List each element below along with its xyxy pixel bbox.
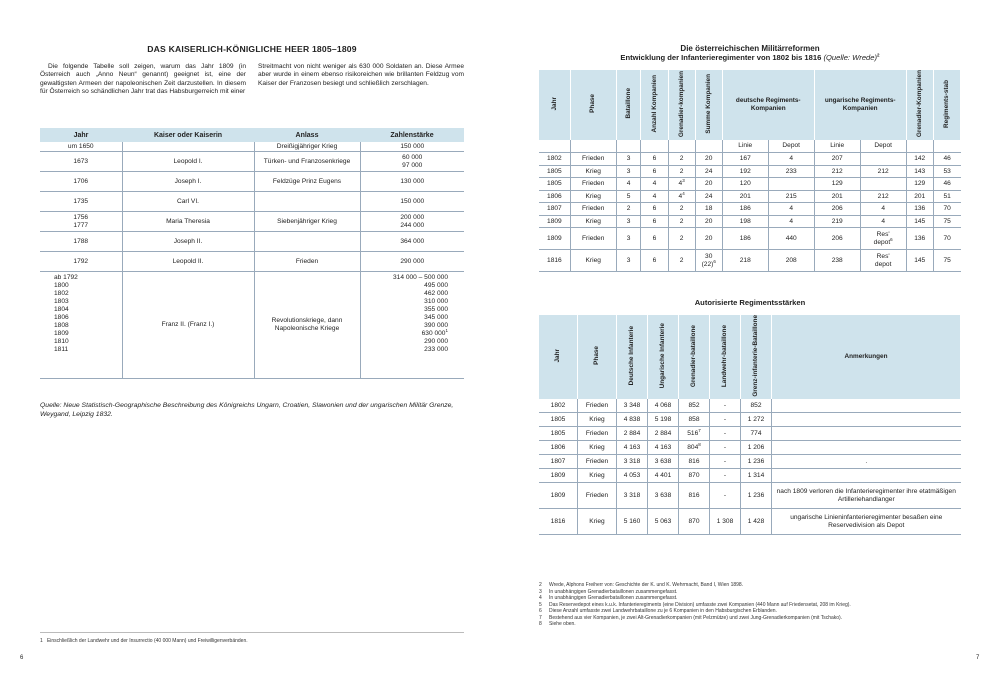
- cell: 1 308: [710, 509, 741, 535]
- right-subtitle-source: (Quelle: Wrede): [823, 53, 878, 62]
- cell: 129: [906, 178, 933, 191]
- footnote-text: In unabhängigen Grenadierbataillonen zusammengefasst.: [549, 595, 678, 601]
- cell: 4 838: [617, 413, 648, 427]
- cell: 201: [906, 190, 933, 203]
- cell: 136: [906, 228, 933, 250]
- cell: 3 638: [648, 455, 679, 469]
- cell: 3 638: [648, 483, 679, 509]
- cell: Frieden: [578, 399, 617, 413]
- cell: 4 401: [648, 469, 679, 483]
- cell: Frieden: [578, 427, 617, 441]
- table-row: [539, 153, 961, 166]
- table-row: [539, 228, 961, 250]
- cell: 4: [641, 190, 668, 203]
- authorized-strength-title: Autorisierte Regimentsstärken: [694, 298, 806, 307]
- source-note: Quelle: Neue Statistisch-Geographische Beschreibung des Königreichs Ungarn, Croatien, Slawonien und der ungarischen Militär Grenze, Weygand, Leipzig 1832.: [40, 402, 454, 418]
- table-row: [539, 483, 961, 509]
- table-row: [40, 212, 464, 232]
- cell: 1802: [539, 153, 570, 166]
- table-row: [539, 215, 961, 228]
- cell: 208: [768, 250, 814, 272]
- cell: Krieg: [578, 413, 617, 427]
- cell: 6: [641, 215, 668, 228]
- t1-header-phase: Phase: [589, 94, 597, 113]
- t1-header-jahr: Jahr: [550, 96, 558, 111]
- table-row: [40, 192, 464, 212]
- cell: 233: [768, 165, 814, 178]
- cell: 212: [860, 190, 906, 203]
- cell-anmerkung: ungarische Linieninfanterieregimenter besaßen eine Reservedivision als Depot: [772, 509, 961, 535]
- cell: Frieden: [570, 153, 616, 166]
- footnote-text: Siehe oben.: [549, 621, 576, 627]
- footnote-text: Diese Anzahl umfasste zwei Landwehrbataillone zu je 6 Kompanien in den Habsburgischen Erblanden.: [549, 608, 777, 614]
- cell-kaiser: [122, 142, 254, 152]
- cell: 218: [722, 250, 768, 272]
- table-row: [40, 272, 464, 379]
- cell: 145: [906, 250, 933, 272]
- t2-header-grenz: Grenz-infanterie-Bataillone: [752, 315, 760, 397]
- cell: 4 163: [617, 441, 648, 455]
- cell: 4: [860, 215, 906, 228]
- page-number-left: 6: [20, 655, 24, 661]
- footnote-text: Bestehend aus vier Kompanien, je zwei Alt-Grenadierkompanien (mit Pelzmütze) und zwei Jung-Grenadierkompanien (mit Tschako).: [549, 614, 843, 621]
- footnote-text: Das Reservedepot eines k.u.k. Infanterieregiments (eine Division) umfasste zwei Kompanien (440 Mann auf Friedensetat, 208 im Krieg).: [549, 601, 851, 608]
- cell: Krieg: [570, 165, 616, 178]
- footnote-number: 6: [539, 608, 542, 614]
- cell: 1 428: [741, 509, 772, 535]
- cell-anlass: Türken- und Franzosenkriege: [254, 152, 360, 172]
- cell: 870: [679, 509, 710, 535]
- cell: 816: [679, 455, 710, 469]
- cell: 206: [814, 203, 860, 216]
- cell: [768, 178, 814, 191]
- cell: 6: [641, 203, 668, 216]
- cell: 46: [933, 178, 960, 191]
- cell: Res' depot: [860, 250, 906, 272]
- t2-header-anmerkungen: Anmerkungen: [772, 315, 961, 399]
- cell: 1 206: [741, 441, 772, 455]
- t1-header-summe: Summe Kompanien: [704, 73, 712, 134]
- cell-jahr: ab 1792 1800 1802 1803 1804 1806 1808 1809 1810 1811: [40, 272, 122, 379]
- footnote-number: 2: [539, 582, 542, 588]
- cell: 1807: [539, 203, 570, 216]
- footnote-number: 1: [40, 638, 43, 644]
- authorized-strength-table: [539, 315, 961, 535]
- intro-column-2: [258, 63, 464, 88]
- cell: 3: [616, 250, 641, 272]
- table-row: [539, 399, 961, 413]
- cell: -: [710, 483, 741, 509]
- header-zahlenstaerke: Zahlenstärke: [360, 128, 464, 142]
- cell: 136: [906, 203, 933, 216]
- regiment-development-table: [539, 70, 961, 272]
- footnote-ref: 4: [682, 190, 685, 196]
- table-row: [539, 455, 961, 469]
- t2-header-jahr: Jahr: [554, 349, 562, 363]
- cell: 1809: [539, 228, 570, 250]
- cell: Krieg: [570, 190, 616, 203]
- table-row: [40, 252, 464, 272]
- cell: 201: [814, 190, 860, 203]
- table-row: [539, 413, 961, 427]
- cell: 2: [668, 165, 695, 178]
- cell: -: [710, 441, 741, 455]
- cell-jahr: 1735: [40, 192, 122, 212]
- intro-column-1: [40, 63, 246, 96]
- t1-header-stab: Regiments-stab: [943, 79, 951, 128]
- cell-kaiser: Maria Theresia: [122, 212, 254, 232]
- cell-anmerkung: [772, 441, 961, 455]
- cell-anlass: Frieden: [254, 252, 360, 272]
- footnote-number: 8: [539, 621, 542, 627]
- cell: 2: [668, 203, 695, 216]
- cell-zahl: 150 000: [360, 192, 464, 212]
- footnote-text: Wrede, Alphons Freiherr von: Geschichte der K. und K. Wehrmacht, Band I, Wien 1898.: [549, 582, 744, 588]
- cell: $4^3$: [668, 178, 695, 191]
- cell: 3: [616, 228, 641, 250]
- cell-kaiser: Carl VI.: [122, 192, 254, 212]
- cell: 1 236: [741, 455, 772, 469]
- t1-header-grenadier: Grenadier-kompanien: [677, 70, 685, 137]
- footnote-number: 4: [539, 595, 542, 601]
- cell: 20: [695, 228, 722, 250]
- cell-jahr: um 1650: [40, 142, 122, 152]
- cell: 4: [616, 178, 641, 191]
- footnotes-right: [539, 582, 961, 628]
- cell: 212: [814, 165, 860, 178]
- right-title-block: [539, 44, 961, 62]
- table-row: [539, 190, 961, 203]
- cell: 6: [641, 228, 668, 250]
- cell: 201: [722, 190, 768, 203]
- cell-zahl: 130 000: [360, 172, 464, 192]
- cell-kaiser: Joseph I.: [122, 172, 254, 192]
- table-row: [40, 152, 464, 172]
- cell: 4 163: [648, 441, 679, 455]
- cell: 852: [679, 399, 710, 413]
- cell: 5 160: [617, 509, 648, 535]
- footnote-ref: 7: [698, 427, 701, 433]
- t2-header-deutsche: Deutsche Infanterie: [628, 326, 636, 386]
- footnote-number: 5: [539, 601, 542, 608]
- right-subtitle-sup: 2: [877, 52, 880, 58]
- cell: 145: [906, 215, 933, 228]
- cell-anmerkung: [772, 399, 961, 413]
- footnote-text: Einschließlich der Landwehr und der Insurrectio (40 000 Mann) und Freiwilligenverbänden.: [46, 638, 248, 644]
- cell: 1806: [539, 190, 570, 203]
- cell: 215: [768, 190, 814, 203]
- cell-zahl: 60 000 97 000: [360, 152, 464, 172]
- cell: 198: [722, 215, 768, 228]
- cell: 5 063: [648, 509, 679, 535]
- cell: 53: [933, 165, 960, 178]
- cell-anlass: [254, 192, 360, 212]
- cell: 1807: [539, 455, 578, 469]
- footnote-ref: 3: [682, 177, 685, 183]
- header-jahr: Jahr: [40, 128, 122, 142]
- cell-anlass: Dreißigjähriger Krieg: [254, 142, 360, 152]
- army-strength-table: [40, 128, 464, 379]
- cell: Krieg: [570, 215, 616, 228]
- footnote-ref: 6: [890, 236, 893, 242]
- cell: 852: [741, 399, 772, 413]
- cell: Krieg: [578, 509, 617, 535]
- cell: 20: [695, 153, 722, 166]
- footnote-ref: 6: [713, 258, 716, 264]
- cell: $516^7$: [679, 427, 710, 441]
- intro-text-1: Die folgende Tabelle soll zeigen, warum das Jahr 1809 (in Österreich auch „Anno Neun“ genannt) geeignet ist, eine der gewaltigsten Armeen der napoleonischen Zeit darzustellen. In diesem für Österreich so schändlichen Jahr trat das Habsburgerreich mit einer: [40, 63, 246, 95]
- table-row: [539, 250, 961, 272]
- table-row: [40, 232, 464, 252]
- header-anlass: Anlass: [254, 128, 360, 142]
- cell-anmerkung: [772, 427, 961, 441]
- footnote-text: In unabhängigen Grenadierbataillonen zusammengefasst.: [549, 588, 678, 595]
- cell: 186: [722, 203, 768, 216]
- cell: 4 053: [617, 469, 648, 483]
- page-number-right: 7: [976, 655, 980, 661]
- cell: 20: [695, 178, 722, 191]
- cell: -: [710, 413, 741, 427]
- cell: Krieg: [578, 441, 617, 455]
- cell: Frieden: [578, 483, 617, 509]
- table-row: [539, 178, 961, 191]
- cell: 3: [616, 153, 641, 166]
- cell: 70: [933, 228, 960, 250]
- t1-sub-depot-de: Depot: [768, 140, 814, 153]
- cell-jahr: 1673: [40, 152, 122, 172]
- cell: 75: [933, 250, 960, 272]
- cell: [860, 178, 906, 191]
- cell: 70: [933, 203, 960, 216]
- footnote-ref: 1: [445, 327, 448, 333]
- cell-anlass: Feldzüge Prinz Eugens: [254, 172, 360, 192]
- cell: 3 318: [617, 455, 648, 469]
- cell-jahr: 1788: [40, 232, 122, 252]
- table-row: [539, 203, 961, 216]
- cell: 1805: [539, 413, 578, 427]
- cell: 816: [679, 483, 710, 509]
- t1-header-bataillone: Bataillone: [624, 88, 632, 119]
- cell: 1 272: [741, 413, 772, 427]
- cell: 1816: [539, 250, 570, 272]
- cell: 440: [768, 228, 814, 250]
- cell-kaiser: Leopold I.: [122, 152, 254, 172]
- table-row: [539, 509, 961, 535]
- cell: 238: [814, 250, 860, 272]
- cell: 5: [616, 190, 641, 203]
- cell-jahr: 1756 1777: [40, 212, 122, 232]
- t2-header-phase: Phase: [593, 346, 601, 366]
- t1-header-deutsche: deutsche Regiments-Kompanien: [722, 70, 814, 140]
- t2-header-landwehr: Landwehr-bataillone: [721, 324, 729, 387]
- footnote-ref: 8: [698, 441, 701, 447]
- footnote: [539, 621, 961, 628]
- cell: 206: [814, 228, 860, 250]
- cell: 2 884: [648, 427, 679, 441]
- cell: 1 314: [741, 469, 772, 483]
- cell: Krieg: [570, 250, 616, 272]
- cell: 774: [741, 427, 772, 441]
- cell: 6: [641, 250, 668, 272]
- cell: 4 068: [648, 399, 679, 413]
- cell: 207: [814, 153, 860, 166]
- cell: 18: [695, 203, 722, 216]
- cell: Frieden: [570, 203, 616, 216]
- cell-zahl: 150 000: [360, 142, 464, 152]
- table-row: [539, 469, 961, 483]
- t2-header-grenadier: Grenadier-bataillone: [690, 324, 698, 387]
- cell: 2: [668, 215, 695, 228]
- cell: 1802: [539, 399, 578, 413]
- cell: 5 198: [648, 413, 679, 427]
- cell-kaiser: Leopold II.: [122, 252, 254, 272]
- cell: -: [710, 427, 741, 441]
- cell: 870: [679, 469, 710, 483]
- cell: Frieden: [578, 455, 617, 469]
- right-subtitle: Entwicklung der Infanterieregimenter von 1802 bis 1816: [620, 53, 822, 62]
- cell-anmerkung: .: [772, 455, 961, 469]
- t1-sub-linie-de: Linie: [722, 140, 768, 153]
- table-row: [40, 142, 464, 152]
- cell-jahr: 1792: [40, 252, 122, 272]
- cell: 2 884: [617, 427, 648, 441]
- cell: 120: [722, 178, 768, 191]
- cell: 858: [679, 413, 710, 427]
- cell: 3 348: [617, 399, 648, 413]
- cell: 167: [722, 153, 768, 166]
- right-title: Die österreichischen Militärreformen: [680, 44, 820, 53]
- t1-header-ungarische: ungarische Regiments-Kompanien: [814, 70, 906, 140]
- cell: 4: [860, 203, 906, 216]
- cell: -: [710, 455, 741, 469]
- t1-header-anzahl: Anzahl Kompanien: [650, 74, 658, 133]
- cell: 4: [768, 203, 814, 216]
- cell: 1805: [539, 178, 570, 191]
- cell-zahl: 364 000: [360, 232, 464, 252]
- cell: 6: [641, 153, 668, 166]
- cell: 1 236: [741, 483, 772, 509]
- cell: -: [710, 399, 741, 413]
- cell: $804^8$: [679, 441, 710, 455]
- cell: 4: [768, 153, 814, 166]
- cell: 6: [641, 165, 668, 178]
- footnote-number: 3: [539, 588, 542, 595]
- cell: [860, 153, 906, 166]
- cell: 1806: [539, 441, 578, 455]
- footnote-divider-left: [40, 632, 464, 633]
- table-row: [539, 427, 961, 441]
- cell: 142: [906, 153, 933, 166]
- cell: 192: [722, 165, 768, 178]
- table-row: [40, 172, 464, 192]
- cell: 219: [814, 215, 860, 228]
- cell: 1809: [539, 469, 578, 483]
- cell: Frieden: [570, 178, 616, 191]
- cell-anlass: Siebenjähriger Krieg: [254, 212, 360, 232]
- t1-sub-depot-hu: Depot: [860, 140, 906, 153]
- cell: Krieg: [578, 469, 617, 483]
- cell-zahl: 290 000: [360, 252, 464, 272]
- t2-header-ungarische: Ungarische Infanterie: [659, 323, 667, 389]
- cell-zahl: 200 000 244 000: [360, 212, 464, 232]
- cell: Frieden: [570, 228, 616, 250]
- cell: 4: [768, 215, 814, 228]
- cell: 186: [722, 228, 768, 250]
- cell: 1809: [539, 483, 578, 509]
- cell: 1805: [539, 427, 578, 441]
- t1-header-grenadier-kompanien: Grenadier-Kompanien: [915, 70, 923, 138]
- cell: 30 $(22)^6$: [695, 250, 722, 272]
- cell-zahl: 314 000 – 500 000 495 000 462 000 310 000 355 000 345 000 390 000 630 $000^1$ 290 000 233 000: [360, 272, 464, 379]
- cell: 3: [616, 215, 641, 228]
- cell: 2: [668, 250, 695, 272]
- cell-anmerkung: [772, 469, 961, 483]
- cell: 1809: [539, 215, 570, 228]
- cell: 2: [616, 203, 641, 216]
- cell: 2: [668, 228, 695, 250]
- cell-anmerkung: [772, 413, 961, 427]
- cell: 3: [616, 165, 641, 178]
- cell: 20: [695, 215, 722, 228]
- cell-anlass: [254, 232, 360, 252]
- table-row: [539, 165, 961, 178]
- cell: 24: [695, 190, 722, 203]
- cell: $4^4$: [668, 190, 695, 203]
- t1-sub-linie-hu: Linie: [814, 140, 860, 153]
- cell: 143: [906, 165, 933, 178]
- cell-kaiser: Joseph II.: [122, 232, 254, 252]
- cell: 1816: [539, 509, 578, 535]
- cell-anmerkung: nach 1809 verloren die Infanterieregimenter ihre etatmäßigen Artilleriehandlanger: [772, 483, 961, 509]
- cell: 4: [641, 178, 668, 191]
- cell: -: [710, 469, 741, 483]
- cell: 2: [668, 153, 695, 166]
- header-kaiser: Kaiser oder Kaiserin: [122, 128, 254, 142]
- table-row: [539, 441, 961, 455]
- intro-text-2: Streitmacht von nicht weniger als 630 000 Soldaten an. Diese Armee aber wurde in einem ebenso risikoreichen wie brillanten Feldzug vom Kaiser der Franzosen besiegt und schließlich zerschlagen.: [258, 63, 464, 87]
- cell: 24: [695, 165, 722, 178]
- footnote-left: [40, 638, 248, 645]
- cell: 46: [933, 153, 960, 166]
- cell: 75: [933, 215, 960, 228]
- cell: 212: [860, 165, 906, 178]
- cell-jahr: 1706: [40, 172, 122, 192]
- cell: 3 318: [617, 483, 648, 509]
- footnote-number: 7: [539, 614, 542, 621]
- cell: 1805: [539, 165, 570, 178]
- cell-kaiser: Franz II. (Franz I.): [122, 272, 254, 379]
- cell: 129: [814, 178, 860, 191]
- cell: 51: [933, 190, 960, 203]
- cell: Res' depot$^6$: [860, 228, 906, 250]
- cell-anlass: Revolutionskriege, dann Napoleonische Kriege: [254, 272, 360, 379]
- page-title-left: DAS KAISERLICH-KÖNIGLICHE HEER 1805–1809: [147, 44, 357, 54]
